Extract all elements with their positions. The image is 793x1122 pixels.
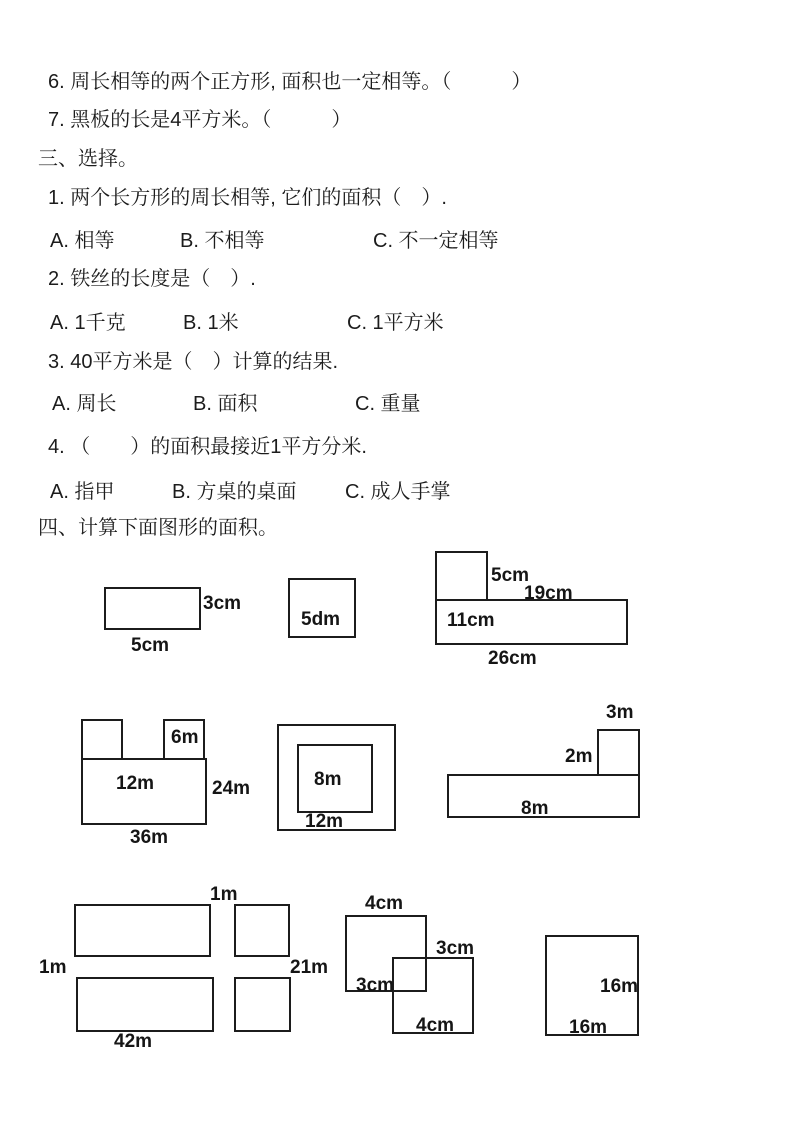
- fig3-top-width-label: 19cm: [524, 583, 573, 604]
- fig4-inner-width-label: 12m: [116, 773, 155, 794]
- fig6-square-top-label: 3m: [606, 702, 634, 723]
- fig2-side-label: 5dm: [301, 609, 341, 630]
- fig1-width-label: 5cm: [131, 635, 170, 656]
- q2-stem: 2. 铁丝的长度是（ ）.: [48, 268, 256, 290]
- fig3-small-square: [435, 551, 488, 601]
- fig7-gap-left-label: 1m: [39, 957, 67, 978]
- q4-stem: 4. （ ）的面积最接近1平方分米.: [48, 436, 367, 458]
- fig7-rect-top-left: [74, 904, 211, 957]
- q1-option-a: A. 相等: [50, 230, 115, 252]
- q2-option-c: C. 1平方米: [347, 312, 444, 334]
- judge-question-6: 6. 周长相等的两个正方形, 面积也一定相等。（ ）: [48, 71, 532, 93]
- fig1-height-label: 3cm: [203, 593, 242, 614]
- fig4-square-side-label: 6m: [171, 727, 199, 748]
- q2-option-a: A. 1千克: [50, 312, 126, 334]
- fig6-small-square: [597, 729, 640, 776]
- fig3-bottom-width-label: 26cm: [488, 648, 537, 669]
- q3-option-a: A. 周长: [52, 393, 117, 415]
- fig4-left-square: [81, 719, 123, 760]
- fig7-rect-bottom-right: [234, 977, 291, 1032]
- fig5-inner-side-label: 8m: [314, 769, 342, 790]
- q3-stem: 3. 40平方米是（ ）计算的结果.: [48, 351, 339, 373]
- fig1-rectangle: [104, 587, 201, 630]
- fig4-bottom-width-label: 36m: [130, 827, 169, 848]
- fig6-square-side-label: 2m: [565, 746, 593, 767]
- fig8-top-side-label: 4cm: [365, 893, 404, 914]
- fig5-inner-width-label: 12m: [305, 811, 344, 832]
- section-3-title: 三、选择。: [38, 148, 138, 170]
- fig9-bottom-side-label: 16m: [569, 1017, 608, 1038]
- q4-option-a: A. 指甲: [50, 481, 115, 503]
- fig3-height-label: 11cm: [447, 610, 495, 631]
- q4-option-b: B. 方桌的桌面: [172, 481, 297, 503]
- fig7-bottom-width-label: 42m: [114, 1031, 153, 1052]
- fig8-overlap-left-label: 3cm: [356, 975, 395, 996]
- fig4-right-height-label: 24m: [212, 778, 251, 799]
- q3-option-b: B. 面积: [193, 393, 258, 415]
- fig7-rect-top-right: [234, 904, 290, 957]
- fig8-bottom-side-label: 4cm: [416, 1015, 455, 1036]
- fig3-square-side-label: 5cm: [491, 565, 530, 586]
- q1-option-c: C. 不一定相等: [373, 230, 499, 252]
- q3-option-c: C. 重量: [355, 393, 421, 415]
- fig7-gap-top-label: 1m: [210, 884, 238, 905]
- fig7-rect-bottom-left: [76, 977, 214, 1032]
- q1-stem: 1. 两个长方形的周长相等, 它们的面积（ ）.: [48, 187, 447, 209]
- fig8-overlap-right-label: 3cm: [436, 938, 475, 959]
- section-4-title: 四、计算下面图形的面积。: [38, 517, 278, 539]
- q4-option-c: C. 成人手掌: [345, 481, 451, 503]
- fig9-right-side-label: 16m: [600, 976, 639, 997]
- q2-option-b: B. 1米: [183, 312, 239, 334]
- fig7-right-height-label: 21m: [290, 957, 329, 978]
- q1-option-b: B. 不相等: [180, 230, 265, 252]
- fig6-base-width-label: 8m: [521, 798, 549, 819]
- judge-question-7: 7. 黑板的长是4平方米。（ ）: [48, 109, 352, 131]
